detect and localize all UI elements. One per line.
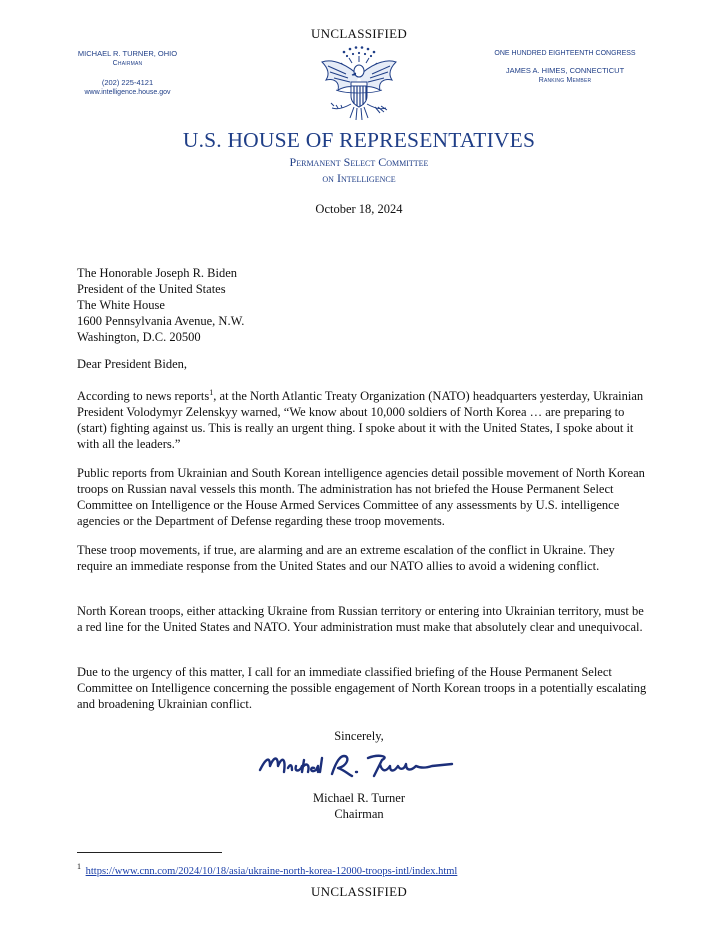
paragraph-1-start: According to news reports [77, 389, 210, 403]
letter-date: October 18, 2024 [315, 202, 403, 216]
chairman-name: MICHAEL R. TURNER, OHIO [77, 49, 178, 58]
address-line: President of the United States [77, 282, 226, 296]
house-title: U.S. HOUSE OF REPRESENTATIVES [182, 128, 536, 152]
closing: Sincerely, [334, 729, 384, 743]
footnote-ref: 1 [209, 387, 214, 397]
address-line: The Honorable Joseph R. Biden [77, 266, 238, 280]
recipient-address [77, 265, 244, 345]
paragraph-5: Due to the urgency of this matter, I call for an immediate classified briefing of the House Permanent Select Committee on Intelligence concerning the possible engagement of North Korean troops in a potentially escalating and broadening Ukrainian conflict. [77, 665, 647, 711]
signature-image [256, 748, 456, 788]
chairman-title: Chairman [112, 60, 143, 67]
signer-title: Chairman [334, 807, 384, 821]
committee-line-1: Permanent Select Committee [289, 155, 429, 169]
paragraph-4: North Korean troops, either attacking Ukraine from Russian territory or entering into Ukrainian territory, must be a red line for the United States and NATO. Your administration must make that absolutely clear and unequivocal. [77, 604, 644, 634]
eagle-seal-icon [316, 44, 402, 126]
footnote [77, 862, 457, 877]
address-line: 1600 Pennsylvania Avenue, N.W. [77, 314, 245, 328]
address-line: The White House [77, 298, 165, 312]
header-right [490, 49, 640, 86]
paragraph-1 [77, 388, 652, 452]
paragraph-1-rest: , at the North Atlantic Treaty Organization (NATO) headquarters yesterday, Ukrainian President Volodymyr Zelenskyy warned, “We know about 10,000 soldiers of North Korea … are preparing to (start) fighting against us. This is really an urgent thing. I spoke about it with the United States, I spoke about it with all the leaders.” [77, 389, 644, 451]
footnote-number: 1 [77, 862, 81, 871]
congress-label: ONE HUNDRED EIGHTEENTH CONGRESS [494, 50, 636, 57]
ranking-member-title: Ranking Member [538, 77, 592, 84]
committee-website: www.intelligence.house.gov [84, 89, 171, 96]
classification-top: UNCLASSIFIED [310, 26, 408, 41]
header-left [70, 49, 185, 98]
salutation: Dear President Biden, [77, 357, 188, 371]
paragraph-2: Public reports from Ukrainian and South Korean intelligence agencies detail possible movement of North Korean troops on Russian naval vessels this month. The administration has not briefed the House Permanent Select Committee on Intelligence or the House Armed Services Committee of any assessments by U.S. intelligence agencies or the Department of Defense regarding these troop movements. [77, 466, 645, 528]
classification-bottom: UNCLASSIFIED [310, 884, 408, 899]
ranking-member-name: JAMES A. HIMES, CONNECTICUT [505, 66, 625, 75]
committee-phone: (202) 225-4121 [101, 78, 154, 87]
signer-name: Michael R. Turner [312, 791, 405, 805]
paragraph-3: These troop movements, if true, are alarming and are an extreme escalation of the conflict in Ukraine. They require an immediate response from the United States and our NATO allies to avoid a widening conflict. [77, 543, 615, 573]
committee-name [0, 154, 718, 186]
footnote-link[interactable]: https://www.cnn.com/2024/10/18/asia/ukraine-north-korea-12000-troops-intl/index.html [85, 865, 458, 877]
committee-line-2: on Intelligence [322, 171, 396, 185]
footnote-divider [77, 852, 222, 853]
signer-block [0, 790, 718, 822]
address-line: Washington, D.C. 20500 [77, 330, 201, 344]
